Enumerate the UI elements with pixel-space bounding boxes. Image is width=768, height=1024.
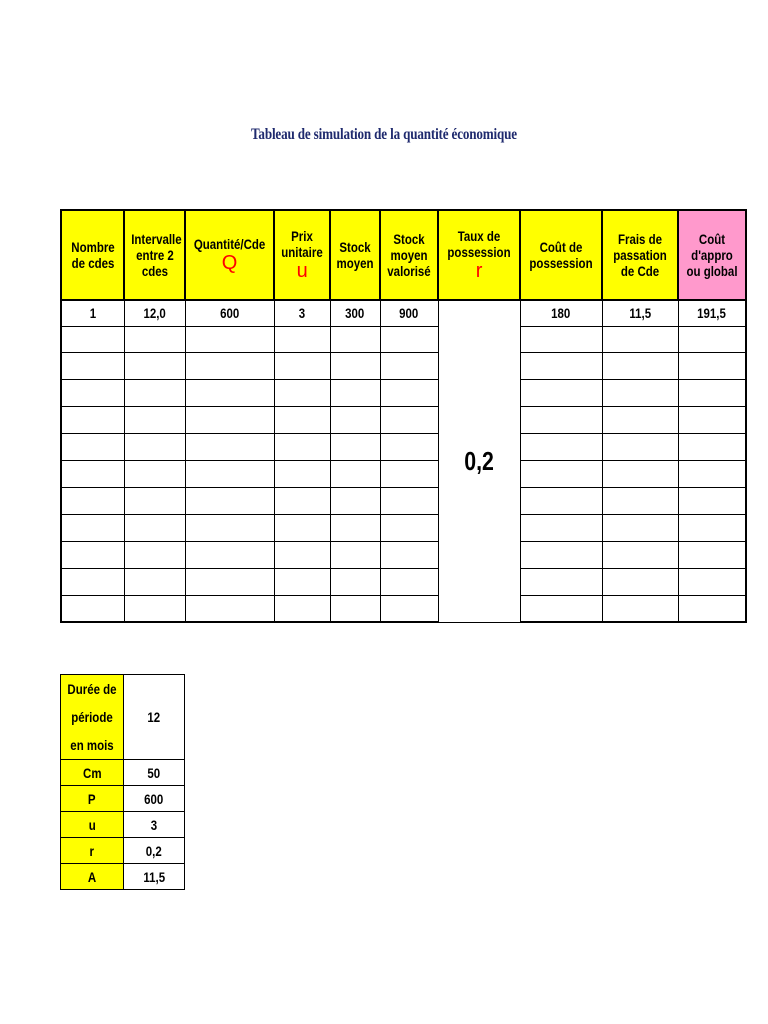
table-row	[61, 406, 746, 433]
header-row	[61, 210, 746, 300]
header-frais: Frais de passation de Cde	[602, 210, 678, 300]
parameter-value-duree: 12	[124, 675, 185, 760]
header-nombre: Nombre de cdes	[61, 210, 124, 300]
table-row	[61, 514, 746, 541]
parameter-label: Cm	[61, 760, 124, 786]
cell-cout-global: 191,5	[678, 300, 746, 326]
simulation-table	[60, 209, 747, 623]
table-row	[61, 460, 746, 487]
cell-quantite: 600	[185, 300, 274, 326]
header-prix: Prix unitaire u	[274, 210, 330, 300]
table-row	[61, 487, 746, 514]
parameters-table	[60, 674, 185, 890]
header-cout-possession: Coût de possession	[520, 210, 602, 300]
cell-nombre: 1	[61, 300, 124, 326]
cell-cout-possession: 180	[520, 300, 602, 326]
table-row	[61, 379, 746, 406]
cell-stock-valorise: 900	[380, 300, 438, 326]
symbol-u: u	[296, 260, 308, 282]
parameter-value: 600	[124, 786, 185, 812]
cell-frais: 11,5	[602, 300, 678, 326]
header-taux: Taux de possession r	[438, 210, 520, 300]
parameter-value: 0,2	[124, 838, 185, 864]
parameter-value: 3	[124, 812, 185, 838]
table-row	[61, 595, 746, 622]
table-row	[61, 352, 746, 379]
table-row	[61, 300, 746, 326]
table-row	[61, 568, 746, 595]
parameter-value: 50	[124, 760, 185, 786]
header-intervalle: Intervalle entre 2 cdes	[124, 210, 185, 300]
cell-prix: 3	[274, 300, 330, 326]
parameter-label: A	[61, 864, 124, 890]
cell-stock-moyen: 300	[330, 300, 380, 326]
header-quantite: Quantité/Cde Q	[185, 210, 274, 300]
parameter-row	[61, 812, 185, 838]
cell-taux-merged: 0,2	[438, 300, 520, 622]
parameter-label: r	[61, 838, 124, 864]
parameter-row	[61, 864, 185, 890]
header-stock-moyen: Stock moyen	[330, 210, 380, 300]
table-row	[61, 326, 746, 352]
parameter-row-duree	[61, 675, 185, 760]
parameter-label: u	[61, 812, 124, 838]
parameter-row	[61, 838, 185, 864]
header-cout-global: Coût d'appro ou global	[678, 210, 746, 300]
parameter-label: P	[61, 786, 124, 812]
parameter-label-duree: Durée de période en mois	[61, 675, 124, 760]
symbol-q: Q	[221, 252, 238, 274]
symbol-r: r	[475, 260, 483, 282]
parameter-row	[61, 760, 185, 786]
cell-intervalle: 12,0	[124, 300, 185, 326]
parameter-row	[61, 786, 185, 812]
page-title: Tableau de simulation de la quantité économique	[251, 126, 517, 143]
parameter-value: 11,5	[124, 864, 185, 890]
table-row	[61, 433, 746, 460]
table-row	[61, 541, 746, 568]
header-stock-valorise: Stock moyen valorisé	[380, 210, 438, 300]
